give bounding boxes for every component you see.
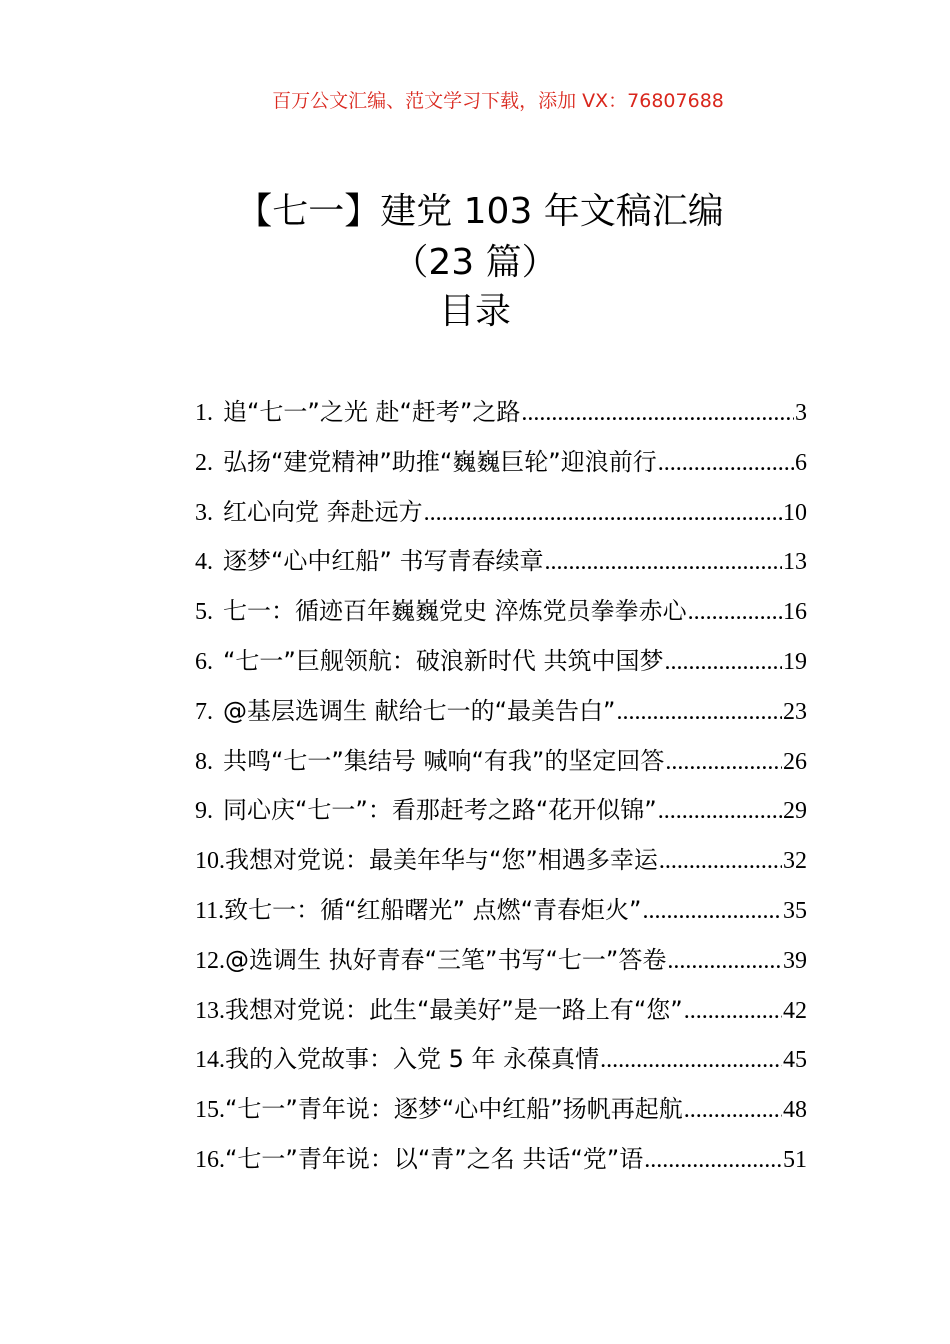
- toc-entry[interactable]: [195, 488, 807, 538]
- toc-entry[interactable]: [195, 1035, 807, 1085]
- toc-entry[interactable]: [195, 1085, 807, 1135]
- toc-leader: [600, 1036, 782, 1086]
- toc-title: 我的入党故事：入党 5 年 永葆真情: [225, 1045, 600, 1074]
- toc-title: “七一”巨舰领航：破浪新时代 共筑中国梦: [223, 646, 664, 675]
- toc-number: 16.: [195, 1146, 225, 1173]
- toc-page: 6: [795, 449, 807, 476]
- toc-entry[interactable]: [195, 537, 807, 587]
- toc-number: 9.: [195, 798, 213, 825]
- toc-leader: [667, 937, 782, 987]
- toc-page: 13: [783, 549, 807, 576]
- toc-leader: [659, 837, 782, 887]
- toc-entry[interactable]: [195, 1135, 807, 1185]
- toc-number: 7.: [195, 698, 213, 725]
- toc-page: 3: [795, 400, 807, 426]
- toc-leader: [658, 787, 782, 837]
- toc-entry[interactable]: [195, 438, 807, 488]
- toc-entry[interactable]: [195, 737, 807, 787]
- toc-number: 5.: [195, 599, 213, 626]
- toc-title: 共鸣“七一”集结号 喊响“有我”的坚定回答: [223, 746, 665, 775]
- toc-title: 追“七一”之光 赴“赶考”之路: [223, 398, 521, 426]
- toc-leader: [684, 1086, 782, 1136]
- toc-number: 6.: [195, 648, 213, 675]
- toc-page: 23: [783, 698, 807, 725]
- toc-number: 3.: [195, 499, 213, 526]
- toc-number: 8.: [195, 748, 213, 775]
- toc-page: 19: [783, 648, 807, 675]
- toc-title: 致七一：循“红船曙光” 点燃“青春炬火”: [224, 895, 642, 924]
- toc-entry[interactable]: [195, 836, 807, 886]
- toc-entry[interactable]: [195, 587, 807, 637]
- toc-leader: [545, 538, 783, 588]
- toc-title: 七一：循迹百年巍巍党史 淬炼党员拳拳赤心: [223, 597, 687, 626]
- toc-page: 32: [783, 848, 807, 875]
- toc-number: 1.: [195, 400, 213, 426]
- toc-page: 29: [783, 798, 807, 825]
- toc-number: 12.: [195, 947, 225, 974]
- toc-page: 39: [783, 947, 807, 974]
- toc-page: 26: [783, 748, 807, 775]
- toc-entry[interactable]: [195, 986, 807, 1036]
- toc-entry[interactable]: [195, 687, 807, 737]
- toc-title: “七一”青年说：逐梦“心中红船”扬帆再起航: [225, 1095, 683, 1124]
- toc-leader: [665, 738, 782, 788]
- toc-page: 35: [783, 897, 807, 924]
- toc-leader: [617, 688, 783, 738]
- toc-leader: [424, 489, 782, 539]
- toc-number: 11.: [195, 897, 225, 924]
- toc-leader: [665, 638, 783, 688]
- toc-entry[interactable]: [195, 936, 807, 986]
- document-subtitle: （23 篇）: [392, 242, 558, 283]
- toc-title: 同心庆“七一”：看那赶考之路“花开似锦”: [223, 796, 657, 825]
- toc-leader: [688, 588, 782, 638]
- toc-leader: [644, 1136, 782, 1186]
- toc-number: 15.: [195, 1097, 225, 1124]
- watermark-banner: 百万公文汇编、范文学习下载，添加 VX：76807688: [272, 90, 724, 112]
- toc-title: 红心向党 奔赴远方: [223, 497, 423, 526]
- toc-number: 10.: [195, 848, 225, 875]
- toc-title: 我想对党说：最美年华与“您”相遇多幸运: [225, 846, 658, 875]
- toc-title: 逐梦“心中红船” 书写青春续章: [223, 547, 544, 576]
- toc-entry[interactable]: [195, 886, 807, 936]
- toc-leader: [684, 987, 782, 1037]
- toc-title: 弘扬“建党精神”助推“巍巍巨轮”迎浪前行: [223, 447, 657, 476]
- toc-leader: [642, 887, 782, 937]
- toc-leader: [658, 439, 794, 489]
- toc-number: 13.: [195, 997, 225, 1024]
- toc-number: 2.: [195, 449, 213, 476]
- table-of-contents: [195, 388, 807, 1185]
- toc-entry[interactable]: [195, 388, 807, 438]
- toc-title: @基层选调生 献给七一的“最美告白”: [223, 696, 616, 725]
- toc-number: 14.: [195, 1047, 225, 1074]
- toc-page: 51: [783, 1146, 807, 1173]
- toc-title: “七一”青年说：以“青”之名 共话“党”语: [225, 1144, 644, 1173]
- toc-entry[interactable]: [195, 786, 807, 836]
- toc-page: 10: [783, 499, 807, 526]
- toc-number: 4.: [195, 549, 213, 576]
- toc-page: 42: [783, 997, 807, 1024]
- toc-page: 48: [783, 1097, 807, 1124]
- toc-leader: [521, 389, 794, 439]
- toc-page: 16: [783, 599, 807, 626]
- toc-title: 我想对党说：此生“最美好”是一路上有“您”: [225, 995, 683, 1024]
- toc-heading: 目录: [438, 291, 511, 332]
- toc-title: @选调生 执好青春“三笔”书写“七一”答卷: [225, 945, 667, 974]
- document-title: 【七一】建党 103 年文稿汇编: [236, 191, 724, 232]
- toc-page: 45: [783, 1047, 807, 1074]
- toc-entry[interactable]: [195, 637, 807, 687]
